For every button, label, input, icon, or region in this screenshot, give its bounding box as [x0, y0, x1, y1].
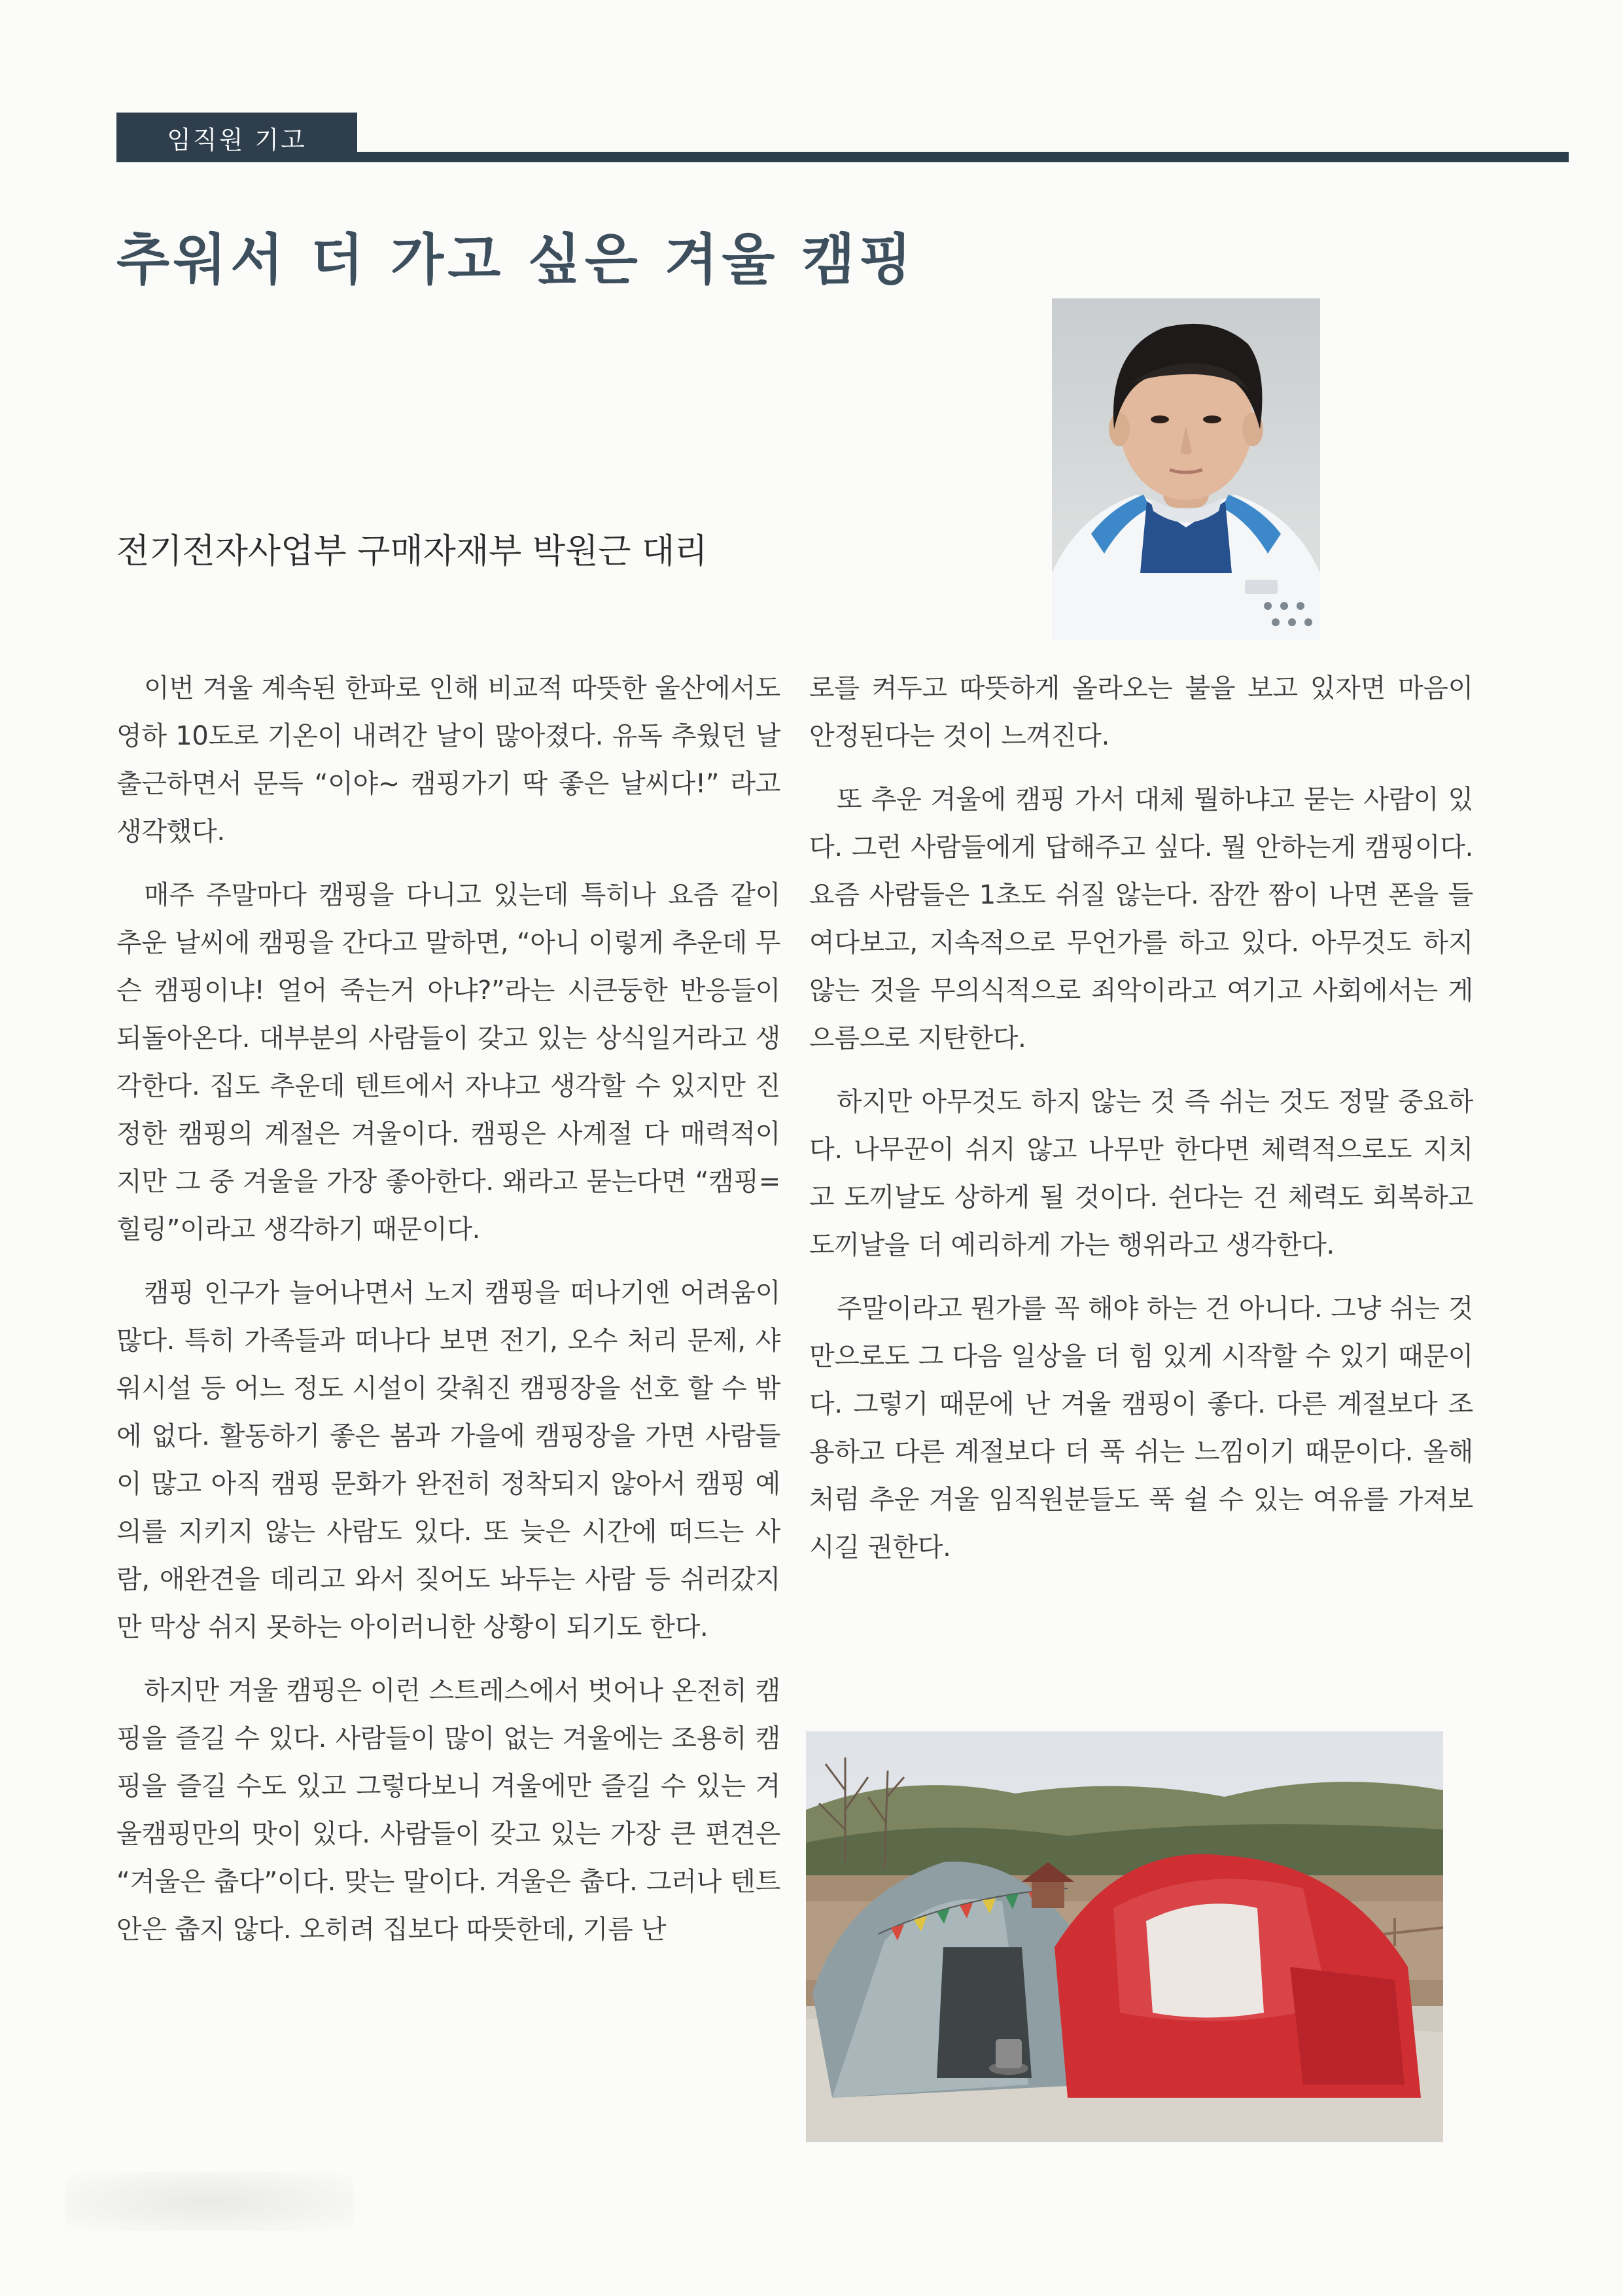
author-portrait	[1052, 298, 1320, 640]
camping-photo	[806, 1731, 1443, 2142]
scan-smudge	[65, 2172, 353, 2231]
body-column-left	[116, 665, 780, 1969]
body-column-right	[809, 665, 1473, 1587]
paragraph: 주말이라고 뭔가를 꼭 해야 하는 건 아니다. 그냥 쉬는 것만으로도 그 다음 일상을 더 힘 있게 시작할 수 있기 때문이다. 그렇기 때문에 난 겨울 캠핑이 좋다. 다른 계절보다 조용하고 다른 계절보다 더 푹 쉬는 느낌이기 때문이다. 올해처럼 추운 겨울 임직원분들도 푹 쉴 수 있는 여유를 가져보시길 권한다.	[809, 1294, 1473, 1563]
paragraph: 또 추운 겨울에 캠핑 가서 대체 뭘하냐고 묻는 사람이 있다. 그런 사람들에게 답해주고 싶다. 뭘 안하는게 캠핑이다. 요즘 사람들은 1초도 쉬질 않는다. 잠깐 짬이 나면 폰을 들여다보고, 지속적으로 무언가를 하고 있다. 아무것도 하지 않는 것을 무의식적으로 죄악이라고 여기고 사회에서는 게으름으로 지탄한다.	[809, 785, 1473, 1053]
paragraph: 로를 켜두고 따뜻하게 올라오는 불을 보고 있자면 마음이 안정된다는 것이 느껴진다.	[809, 673, 1473, 751]
paragraph: 하지만 겨울 캠핑은 이런 스트레스에서 벗어나 온전히 캠핑을 즐길 수 있다. 사람들이 많이 없는 겨울에는 조용히 캠핑을 즐길 수도 있고 그렇다보니 겨울에만 즐길 수 있는 겨울캠핑만의 맛이 있다. 사람들이 갖고 있는 가장 큰 편견은 “겨울은 춥다”이다. 맞는 말이다. 겨울은 춥다. 그러나 텐트 안은 춥지 않다. 오히려 집보다 따뜻한데, 기름 난	[116, 1676, 780, 1945]
paragraph: 매주 주말마다 캠핑을 다니고 있는데 특히나 요즘 같이 추운 날씨에 캠핑을 간다고 말하면, “아니 이렇게 추운데 무슨 캠핑이냐! 얼어 죽는거 아냐?”라는 시큰둥한 반응들이 되돌아온다. 대부분의 사람들이 갖고 있는 상식일거라고 생각한다. 집도 추운데 텐트에서 자냐고 생각할 수 있지만 진정한 캠핑의 계절은 겨울이다. 캠핑은 사계절 다 매력적이지만 그 중 겨울을 가장 좋아한다. 왜라고 묻는다면 “캠핑=힐링”이라고 생각하기 때문이다.	[116, 880, 780, 1245]
author-byline: 전기전자사업부 구매자재부 박원근 대리	[116, 532, 708, 571]
paragraph: 하지만 아무것도 하지 않는 것 즉 쉬는 것도 정말 중요하다. 나무꾼이 쉬지 않고 나무만 한다면 체력적으로도 지치고 도끼날도 상하게 될 것이다. 쉰다는 건 체력도 회복하고 도끼날을 더 예리하게 가는 행위라고 생각한다.	[809, 1087, 1473, 1260]
section-rule	[357, 152, 1569, 162]
section-label: 임직원 기고	[116, 113, 357, 162]
paragraph: 캠핑 인구가 늘어나면서 노지 캠핑을 떠나기엔 어려움이 많다. 특히 가족들과 떠나다 보면 전기, 오수 처리 문제, 샤워시설 등 어느 정도 시설이 갖춰진 캠핑장을 선호 할 수 밖에 없다. 활동하기 좋은 봄과 가을에 캠핑장을 가면 사람들이 많고 아직 캠핑 문화가 완전히 정착되지 않아서 캠핑 예의를 지키지 않는 사람도 있다. 또 늦은 시간에 떠드는 사람, 애완견을 데리고 와서 짖어도 놔두는 사람 등 쉬러갔지만 막상 쉬지 못하는 아이러니한 상황이 되기도 한다.	[116, 1278, 780, 1642]
paragraph: 이번 겨울 계속된 한파로 인해 비교적 따뜻한 울산에서도 영하 10도로 기온이 내려간 날이 많아졌다. 유독 추웠던 날 출근하면서 문득 “이야~ 캠핑가기 딱 좋은 날씨다!” 라고 생각했다.	[116, 673, 780, 847]
article-title: 추워서 더 가고 싶은 겨울 캠핑	[116, 228, 916, 292]
